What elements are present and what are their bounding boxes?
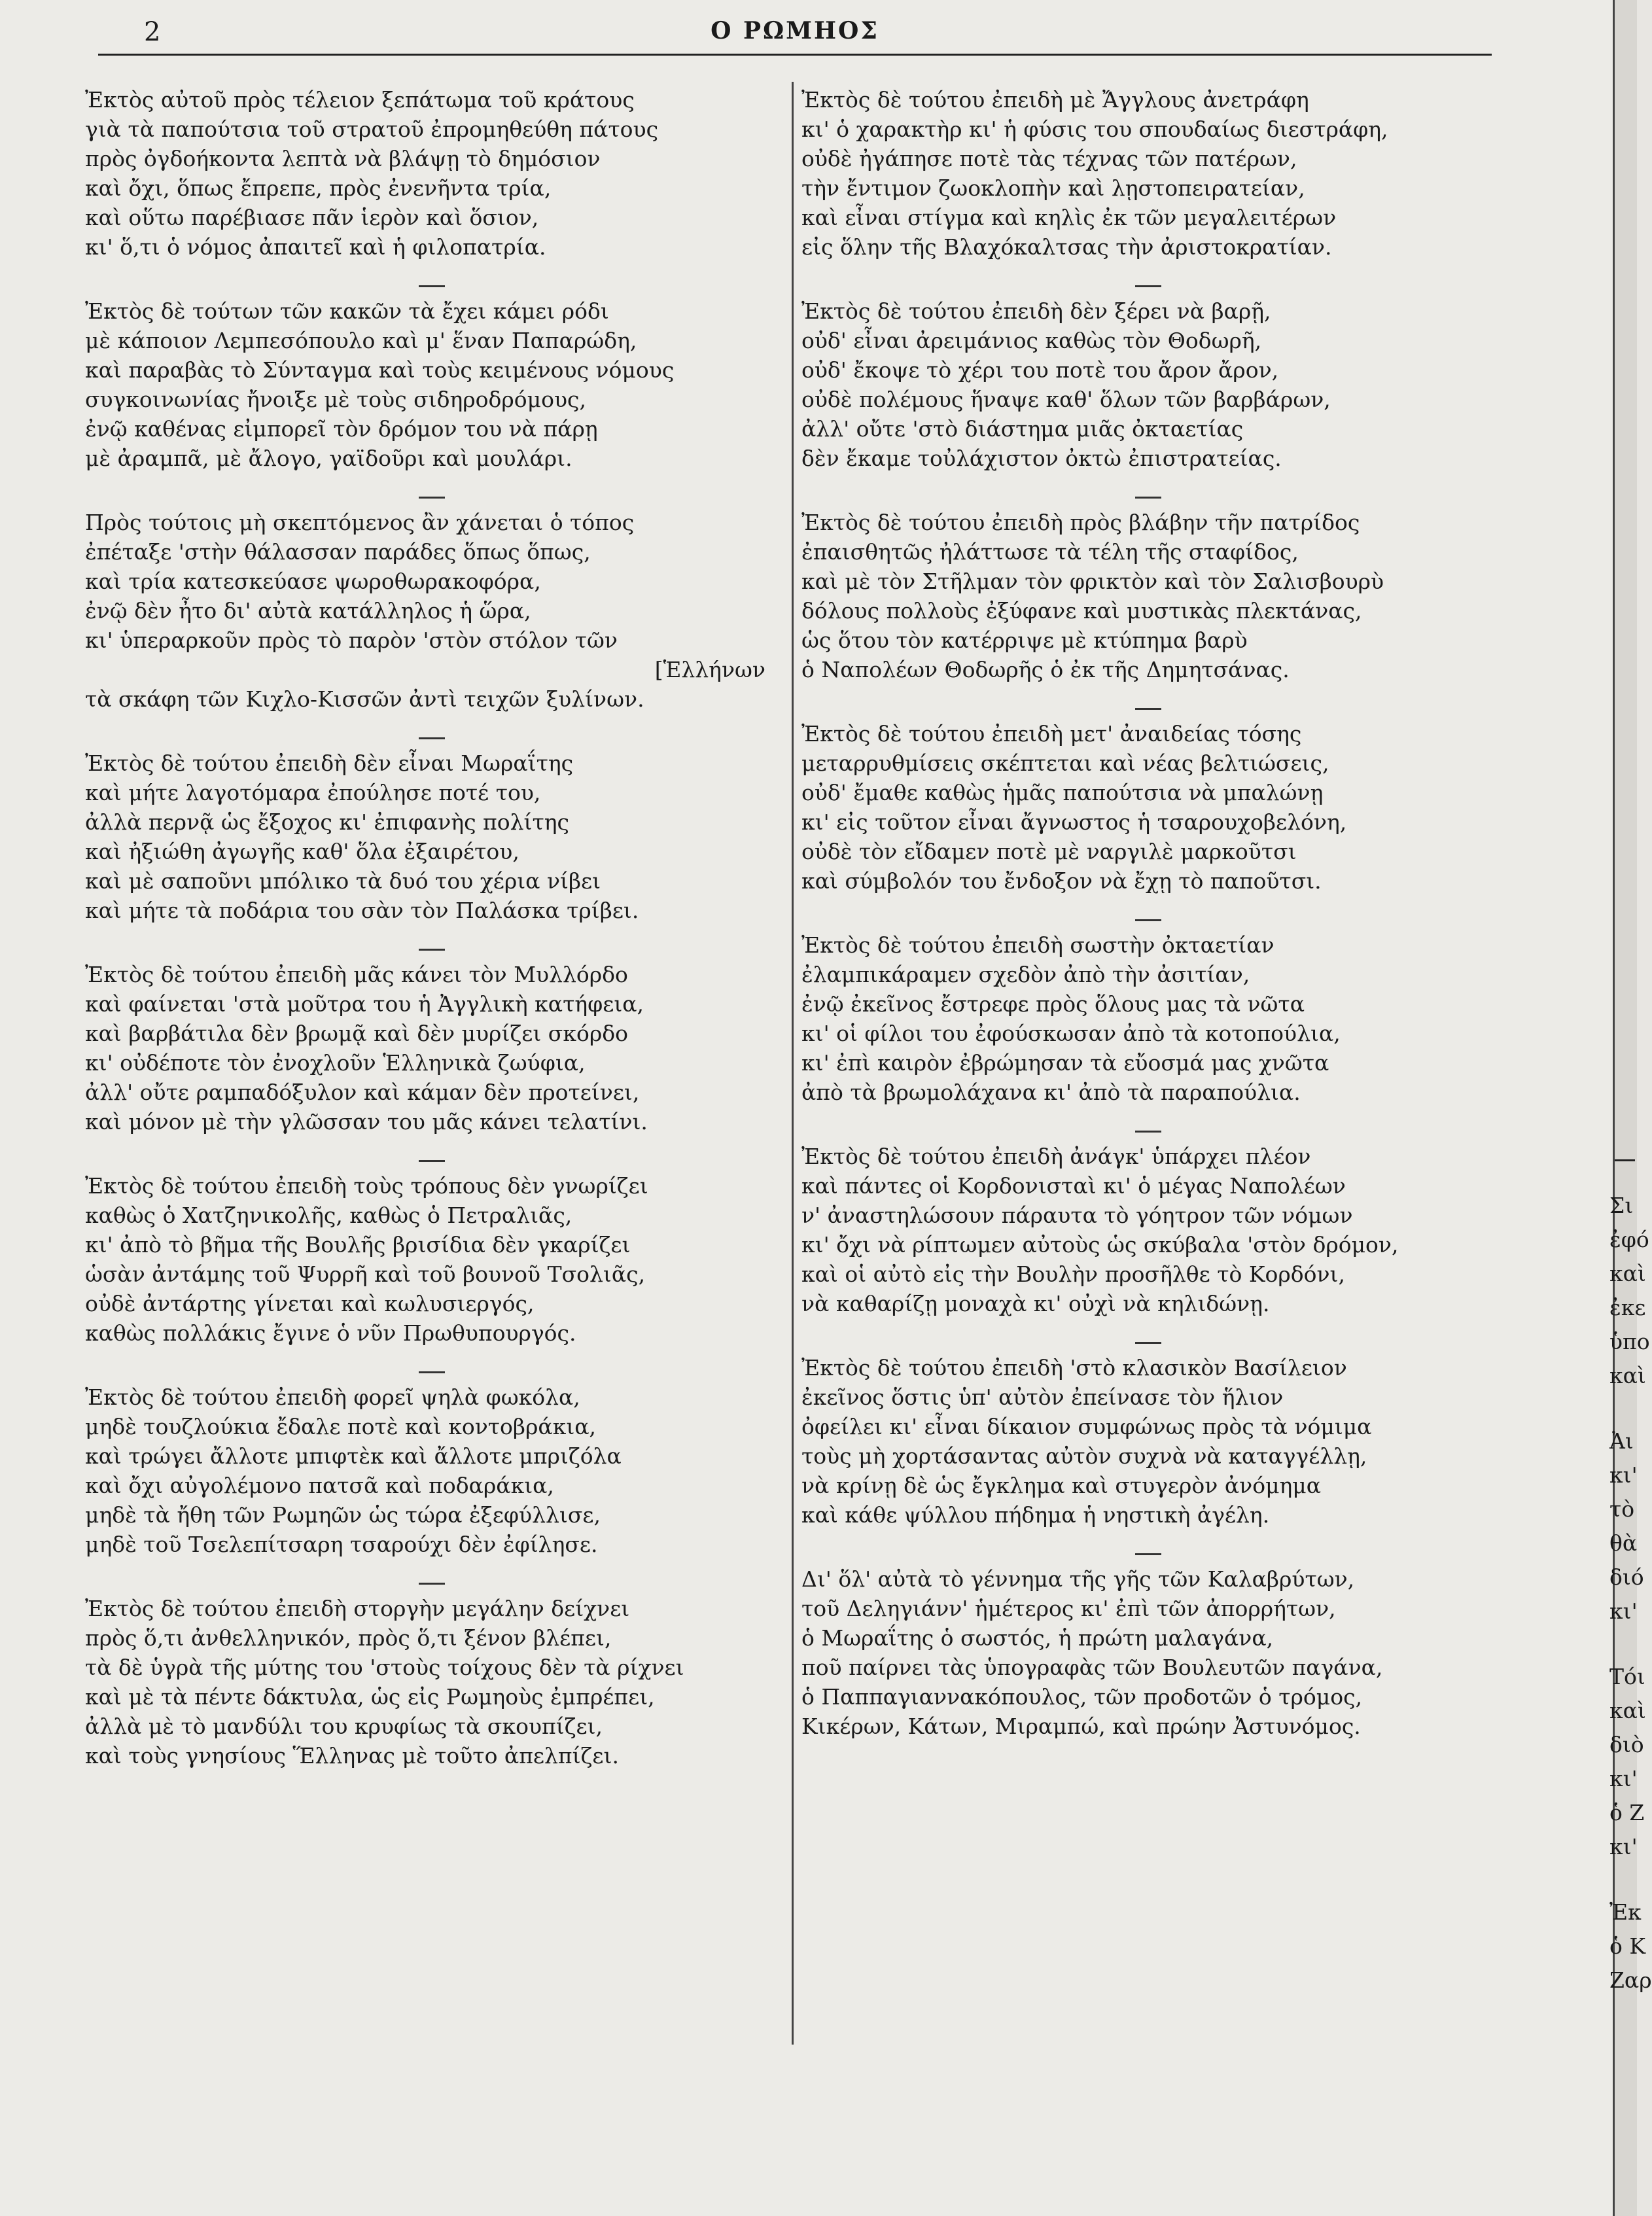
stanza — [801, 1353, 1495, 1530]
edge-text-fragment: ἐκε — [1609, 1295, 1646, 1320]
stanza-separator — [419, 949, 445, 951]
verse-line: οὐδὲ ἠγάπησε ποτὲ τὰς τέχνας τῶν πατέρων, — [801, 146, 1297, 171]
verse-line: ἐλαμπικάραμεν σχεδὸν ἀπὸ τὴν ἀσιτίαν, — [801, 962, 1250, 987]
verse-line: ἐκεῖνος ὅστις ὑπ' αὐτὸν ἐπείνασε τὸν ἥλιον — [801, 1384, 1284, 1410]
verse-line: ἀλλ' οὔτε ραμπαδόξυλον καὶ κάμαν δὲν προτείνει, — [85, 1080, 640, 1105]
verse-line: ἀπὸ τὰ βρωμολάχανα κι' ἀπὸ τὰ παραπούλια. — [801, 1080, 1301, 1105]
verse-line: καὶ οἱ αὐτὸ εἰς τὴν Βουλὴν προσῆλθε τὸ Κορδόνι, — [801, 1261, 1345, 1287]
verse-line: Ἐκτὸς δὲ τούτων τῶν κακῶν τὰ ἔχει κάμει ρόδι — [85, 298, 609, 324]
verse-line: ὁ Ναπολέων Θοδωρῆς ὁ ἐκ τῆς Δημητσάνας. — [801, 657, 1290, 682]
verse-line: καὶ πάντες οἱ Κορδονισταὶ κι' ὁ μέγας Ναπολέων — [801, 1173, 1346, 1199]
stanza-separator — [1135, 708, 1161, 710]
stanza — [85, 1171, 779, 1348]
stanza-separator — [419, 497, 445, 499]
verse-line: νὰ καθαρίζῃ μοναχὰ κι' οὐχὶ νὰ κηλιδώνῃ. — [801, 1291, 1270, 1316]
verse-line: μὲ ἀραμπᾶ, μὲ ἄλογο, γαϊδοῦρι καὶ μουλάρι. — [85, 446, 572, 471]
adjacent-page-edge — [1613, 0, 1637, 2216]
verse-line: καὶ ὄχι, ὅπως ἔπρεπε, πρὸς ἐνενῆντα τρία, — [85, 175, 552, 201]
verse-line: δόλους πολλοὺς ἐξύφανε καὶ μυστικὰς πλεκτάνας, — [801, 598, 1362, 624]
verse-line: τὰ σκάφη τῶν Κιχλο-Κισσῶν ἀντὶ τειχῶν ξυλίνων. — [85, 686, 644, 712]
edge-text-fragment: Σι — [1609, 1193, 1634, 1218]
verse-line: καὶ μήτε τὰ ποδάρια του σὰν τὸν Παλάσκα τρίβει. — [85, 898, 639, 923]
stanza — [85, 1594, 779, 1770]
edge-text-fragment: διό — [1609, 1564, 1644, 1590]
verse-line: οὐδὲ ἀντάρτης γίνεται καὶ κωλυσιεργός, — [85, 1291, 535, 1316]
newspaper-title: Ο ΡΩΜΗΟΣ — [711, 17, 879, 44]
verse-line: καθὼς πολλάκις ἔγινε ὁ νῦν Πρωθυπουργός. — [85, 1320, 576, 1346]
verse-line: μηδὲ τοῦ Τσελεπίτσαρη τσαρούχι δὲν ἐφίλησε. — [85, 1532, 598, 1557]
verse-line: ἐπέταξε 'στὴν θάλασσαν παράδες ὅπως ὅπως, — [85, 539, 591, 565]
verse-line: τοῦ Δεληγιάνν' ἡμέτερος κι' ἐπὶ τῶν ἀπορρήτων, — [801, 1596, 1336, 1621]
verse-line: ὀφείλει κι' εἶναι δίκαιον συμφώνως πρὸς τὰ νόμιμα — [801, 1414, 1372, 1439]
verse-line: καὶ εἶναι στίγμα καὶ κηλὶς ἐκ τῶν μεγαλειτέρων — [801, 205, 1337, 230]
verse-line: Κικέρων, Κάτων, Μιραμπώ, καὶ πρώην Ἀστυνόμος. — [801, 1714, 1361, 1739]
edge-text-fragment: Ζαρ — [1609, 1967, 1652, 1993]
edge-text-fragment: καὶ — [1609, 1363, 1646, 1388]
verse-line: τὰ δὲ ὑγρὰ τῆς μύτης του 'στοὺς τοίχους δὲν τὰ ρίχνει — [85, 1655, 684, 1680]
verse-line: μεταρρυθμίσεις σκέπτεται καὶ νέας βελτιώσεις, — [801, 750, 1329, 776]
stanza-separator — [1135, 285, 1161, 287]
header-rule — [98, 54, 1492, 56]
stanza-separator — [1135, 497, 1161, 499]
stanza — [801, 85, 1495, 262]
verse-line: Ἐκτὸς δὲ τούτου ἐπειδὴ μετ' ἀναιδείας τόσης — [801, 721, 1302, 747]
verse-line: κι' ἐπὶ καιρὸν ἐβρώμησαν τὰ εὔοσμά μας χνῶτα — [801, 1050, 1329, 1076]
edge-text-fragment: κι' — [1609, 1598, 1638, 1624]
verse-line: δὲν ἔκαμε τοὐλάχιστον ὀκτὼ ἐπιστρατείας. — [801, 446, 1282, 471]
verse-line: εἰς ὅλην τῆς Βλαχόκαλτσας τὴν ἀριστοκρατίαν. — [801, 234, 1332, 260]
verse-line: Ἐκτὸς δὲ τούτου ἐπειδὴ δὲν ξέρει νὰ βαρῇ, — [801, 298, 1271, 324]
stanza-separator — [419, 285, 445, 287]
verse-line: καθὼς ὁ Χατζηνικολῆς, καθὼς ὁ Πετραλιᾶς, — [85, 1203, 572, 1228]
adjacent-page-rule — [1615, 1159, 1635, 1161]
verse-line: ὁ Παππαγιαννακόπουλος, τῶν προδοτῶν ὁ τρόμος, — [801, 1684, 1363, 1710]
verse-line: Ἐκτὸς δὲ τούτου ἐπειδὴ μᾶς κάνει τὸν Μυλλόρδο — [85, 962, 628, 987]
edge-text-fragment: ὁ Κ — [1609, 1933, 1646, 1959]
edge-text-fragment: ὑπο — [1609, 1329, 1650, 1354]
stanza — [801, 296, 1495, 473]
verse-line: κι' ὅ,τι ὁ νόμος ἀπαιτεῖ καὶ ἡ φιλοπατρία. — [85, 234, 546, 260]
stanza — [85, 960, 779, 1136]
edge-text-fragment: ὁ Ζ — [1609, 1800, 1645, 1825]
left-column — [85, 85, 779, 1794]
stanza-separator — [419, 737, 445, 739]
verse-line: οὐδ' ἔμαθε καθὼς ἡμᾶς παπούτσια νὰ μπαλώνῃ — [801, 780, 1324, 805]
verse-line: Πρὸς τούτοις μὴ σκεπτόμενος ἂν χάνεται ὁ τόπος — [85, 510, 635, 535]
stanza — [801, 508, 1495, 684]
verse-line: νὰ κρίνῃ δὲ ὡς ἔγκλημα καὶ στυγερὸν ἀνόμημα — [801, 1473, 1322, 1498]
verse-line: τὴν ἔντιμον ζωοκλοπὴν καὶ λῃστοπειρατείαν, — [801, 175, 1305, 201]
verse-line: Ἐκτὸς δὲ τούτου ἐπειδὴ φορεῖ ψηλὰ φωκόλα, — [85, 1384, 580, 1410]
edge-text-fragment: κι' — [1609, 1834, 1638, 1859]
verse-line: ὡς ὅτου τὸν κατέρριψε μὲ κτύπημα βαρὺ — [801, 627, 1248, 653]
stanza-separator — [419, 1160, 445, 1162]
stanza-separator — [1135, 919, 1161, 921]
verse-line: Ἐκτὸς δὲ τούτου ἐπειδὴ σωστὴν ὀκταετίαν — [801, 932, 1274, 958]
verse-line: καὶ παραβὰς τὸ Σύνταγμα καὶ τοὺς κειμένους νόμους — [85, 357, 675, 383]
verse-line: συγκοινωνίας ἤνοιξε μὲ τοὺς σιδηροδρόμους, — [85, 387, 587, 412]
verse-line: ἀλλ' οὔτε 'στὸ διάστημα μιᾶς ὀκταετίας — [801, 416, 1244, 442]
verse-line: Ἐκτὸς δὲ τούτου ἐπειδὴ δὲν εἶναι Μωραΐτης — [85, 750, 574, 776]
verse-line: κι' ἀπὸ τὸ βῆμα τῆς Βουλῆς βρισίδια δὲν γκαρίζει — [85, 1232, 631, 1257]
verse-line: κι' οἱ φίλοι του ἐφούσκωσαν ἀπὸ τὰ κοτοπούλια, — [801, 1021, 1341, 1046]
verse-line: καὶ ὄχι αὐγολέμονο πατσᾶ καὶ ποδαράκια, — [85, 1473, 554, 1498]
stanza-separator — [419, 1583, 445, 1585]
edge-text-fragment: διὸ — [1609, 1732, 1644, 1757]
verse-line: καὶ μὲ τὸν Στῆλμαν τὸν φρικτὸν καὶ τὸν Σαλισβουρὺ — [801, 569, 1384, 594]
verse-line: καὶ μήτε λαγοτόμαρα ἐπούλησε ποτέ του, — [85, 780, 541, 805]
stanza — [85, 508, 779, 714]
edge-text-fragment: κι' — [1609, 1462, 1638, 1488]
verse-line: ν' ἀναστηλώσουν πάραυτα τὸ γόητρον τῶν νόμων — [801, 1203, 1353, 1228]
edge-text-fragment: καὶ — [1609, 1698, 1646, 1723]
column-divider — [792, 82, 794, 2045]
edge-text-fragment: θὰ — [1609, 1530, 1638, 1556]
verse-line: Ἐκτὸς δὲ τούτου ἐπειδὴ 'στὸ κλασικὸν Βασίλειον — [801, 1355, 1347, 1381]
verse-line: μηδὲ τουζλούκια ἔδαλε ποτὲ καὶ κοντοβράκια, — [85, 1414, 597, 1439]
verse-line: κι' οὐδέποτε τὸν ἐνοχλοῦν Ἑλληνικὰ ζωύφια, — [85, 1050, 586, 1076]
verse-line: κι' εἰς τοῦτον εἶναι ἄγνωστος ἡ τσαρουχοβελόνη, — [801, 809, 1347, 835]
edge-text-fragment: Τόι — [1609, 1664, 1645, 1689]
page-number: 2 — [144, 17, 161, 47]
verse-line: Ἐκτὸς δὲ τούτου ἐπειδὴ μὲ Ἄγγλους ἀνετράφη — [801, 87, 1309, 113]
verse-line: καὶ φαίνεται 'στὰ μοῦτρα του ἡ Ἀγγλικὴ κατήφεια, — [85, 991, 644, 1017]
verse-line: ἐνῷ ἐκεῖνος ἔστρεφε πρὸς ὅλους μας τὰ νῶτα — [801, 991, 1305, 1017]
verse-line: καὶ μὲ σαποῦνι μπόλικο τὰ δυό του χέρια νίβει — [85, 868, 601, 894]
verse-line: καὶ βαρβάτιλα δὲν βρωμᾷ καὶ δὲν μυρίζει σκόρδο — [85, 1021, 628, 1046]
right-column — [801, 85, 1495, 1765]
verse-line: Ἐκτὸς δὲ τούτου ἐπειδὴ τοὺς τρόπους δὲν γνωρίζει — [85, 1173, 648, 1199]
edge-text-fragment: τὸ — [1609, 1496, 1635, 1522]
verse-line: καὶ μὲ τὰ πέντε δάκτυλα, ὡς εἰς Ρωμηοὺς ἐμπρέπει, — [85, 1684, 655, 1710]
page-header — [98, 12, 1492, 51]
verse-line: μὲ κάποιον Λεμπεσόπουλο καὶ μ' ἕναν Παπαρώδη, — [85, 328, 637, 353]
stanza-separator — [1135, 1131, 1161, 1133]
stanza — [801, 930, 1495, 1107]
verse-line: πρὸς ὀγδοήκοντα λεπτὰ νὰ βλάψῃ τὸ δημόσιον — [85, 146, 601, 171]
verse-line: Ἐκτὸς αὐτοῦ πρὸς τέλειον ξεπάτωμα τοῦ κράτους — [85, 87, 635, 113]
stanza — [801, 1564, 1495, 1741]
stanza-separator — [1135, 1553, 1161, 1555]
verse-line: ὡσὰν ἀντάμης τοῦ Ψυρρῆ καὶ τοῦ βουνοῦ Τσολιᾶς, — [85, 1261, 646, 1287]
verse-line: Ἐκτὸς δὲ τούτου ἐπειδὴ ἀνάγκ' ὑπάρχει πλέον — [801, 1144, 1311, 1169]
verse-line: μηδὲ τὰ ἤθη τῶν Ρωμηῶν ὡς τώρα ἐξεφύλλισε, — [85, 1502, 601, 1528]
verse-line: Ἐκτὸς δὲ τούτου ἐπειδὴ πρὸς βλάβην τῆν πατρίδος — [801, 510, 1360, 535]
verse-line: οὐδ' εἶναι ἀρειμάνιος καθὼς τὸν Θοδωρῆ, — [801, 328, 1262, 353]
verse-line: πρὸς ὅ,τι ἀνθελληνικόν, πρὸς ὅ,τι ξένον βλέπει, — [85, 1625, 612, 1651]
verse-line: Ἐκτὸς δὲ τούτου ἐπειδὴ στοργὴν μεγάλην δείχνει — [85, 1596, 630, 1621]
verse-line: καὶ οὕτω παρέβιασε πᾶν ἱερὸν καὶ ὅσιον, — [85, 205, 539, 230]
verse-line: καὶ σύμβολόν του ἔνδοξον νὰ ἔχῃ τὸ παποῦτσι. — [801, 868, 1322, 894]
verse-line: Δι' ὅλ' αὐτὰ τὸ γέννημα τῆς γῆς τῶν Καλαβρύτων, — [801, 1566, 1355, 1592]
edge-text-fragment: Ἐκ — [1609, 1899, 1642, 1925]
verse-line: καὶ μόνον μὲ τὴν γλῶσσαν του μᾶς κάνει τελατίνι. — [85, 1109, 648, 1134]
verse-line: οὐδ' ἔκοψε τὸ χέρι του ποτὲ του ἄρον ἄρον, — [801, 357, 1279, 383]
stanza — [85, 85, 779, 262]
verse-line: καὶ κάθε ψύλλου πήδημα ἡ νηστικὴ ἀγέλη. — [801, 1502, 1270, 1528]
verse-line: τοὺς μὴ χορτάσαντας αὐτὸν συχνὰ νὰ καταγγέλλῃ, — [801, 1443, 1367, 1469]
stanza — [85, 296, 779, 473]
verse-line: κι' ὁ χαρακτὴρ κι' ἡ φύσις του σπουδαίως διεστράφη, — [801, 116, 1388, 142]
stanza — [801, 1142, 1495, 1318]
verse-line: οὐδὲ τὸν εἴδαμεν ποτὲ μὲ ναργιλὲ μαρκοῦτσι — [801, 839, 1297, 864]
verse-line: καὶ τρία κατεσκεύασε ψωροθωρακοφόρα, — [85, 569, 541, 594]
verse-line: ποῦ παίρνει τὰς ὑπογραφὰς τῶν Βουλευτῶν παγάνα, — [801, 1655, 1383, 1680]
edge-text-fragment: Ἀι — [1609, 1428, 1634, 1454]
stanza-separator — [419, 1371, 445, 1373]
verse-line: ἀλλὰ μὲ τὸ μανδύλι του κρυφίως τὰ σκουπίζει, — [85, 1714, 603, 1739]
verse-line: ἐπαισθητῶς ἠλάττωσε τὰ τέλη τῆς σταφίδος, — [801, 539, 1299, 565]
verse-line: ἐνῷ καθένας εἰμπορεῖ τὸν δρόμον του νὰ πάρῃ — [85, 416, 598, 442]
verse-line: γιὰ τὰ παπούτσια τοῦ στρατοῦ ἐπρομηθεύθη πάτους — [85, 116, 659, 142]
verse-line: ἐνῷ δὲν ἦτο δι' αὐτὰ κατάλληλος ἡ ὥρα, — [85, 598, 531, 624]
verse-line: καὶ ἠξιώθη ἀγωγῆς καθ' ὅλα ἐξαιρέτου, — [85, 839, 519, 864]
edge-text-fragment: ἐφό — [1609, 1227, 1649, 1252]
verse-line: καὶ τοὺς γνησίους Ἕλληνας μὲ τοῦτο ἀπελπίζει. — [85, 1743, 619, 1768]
edge-text-fragment: καὶ — [1609, 1261, 1646, 1286]
verse-line: ὁ Μωραΐτης ὁ σωστός, ἡ πρώτη μαλαγάνα, — [801, 1625, 1274, 1651]
stanza — [85, 748, 779, 925]
stanza-separator — [1135, 1342, 1161, 1344]
stanza — [85, 1382, 779, 1559]
edge-text-fragment: κι' — [1609, 1766, 1638, 1791]
stanza — [801, 719, 1495, 896]
verse-line: οὐδὲ πολέμους ἥναψε καθ' ὅλων τῶν βαρβάρων, — [801, 387, 1331, 412]
verse-line: ἀλλὰ περνᾷ ὡς ἔξοχος κι' ἐπιφανὴς πολίτης — [85, 809, 569, 835]
verse-line: καὶ τρώγει ἄλλοτε μπιφτὲκ καὶ ἄλλοτε μπριζόλα — [85, 1443, 622, 1469]
verse-line: κι' ὑπεραρκοῦν πρὸς τὸ παρὸν 'στὸν στόλον τῶν — [85, 627, 618, 653]
verse-line: κι' ὄχι νὰ ρίπτωμεν αὐτοὺς ὡς σκύβαλα 'στὸν δρόμον, — [801, 1232, 1399, 1257]
verse-line: [Ἑλλήνων — [654, 657, 765, 682]
